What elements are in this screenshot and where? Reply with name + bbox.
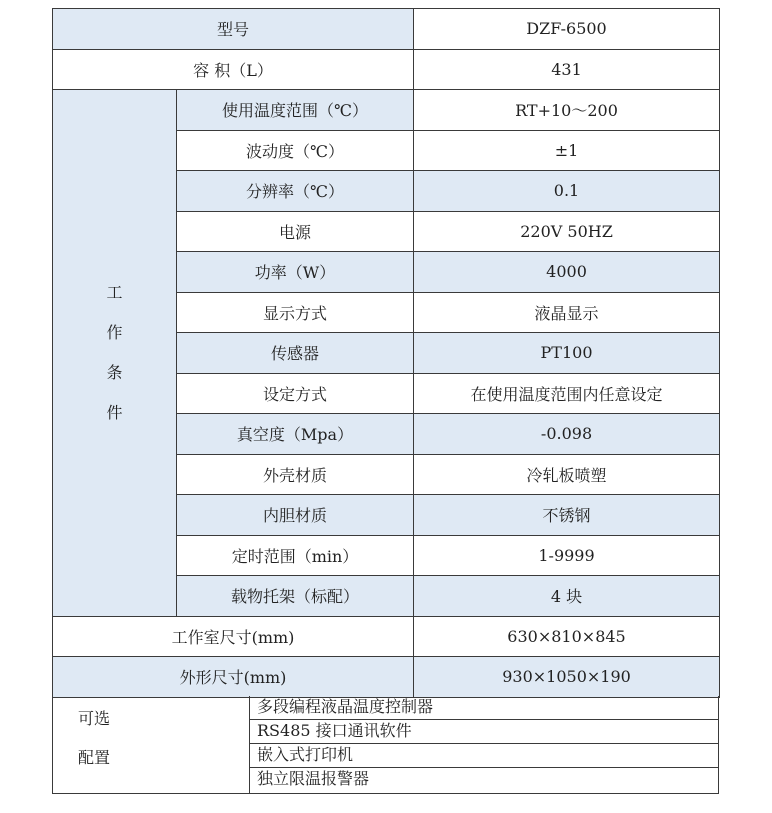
list-item: RS485 接口通讯软件 (250, 720, 719, 744)
outer-size-row (53, 657, 720, 698)
group-char: 件 (106, 402, 123, 422)
row-value: 不锈钢 (414, 495, 720, 536)
row-label: 电源 (177, 211, 414, 252)
group-char: 工 (106, 282, 123, 302)
row-value: PT100 (414, 333, 720, 374)
row-value: -0.098 (414, 414, 720, 455)
model-label: 型号 (53, 9, 414, 50)
row-label: 外壳材质 (177, 454, 414, 495)
chamber-size-row (53, 616, 720, 657)
spec-table (52, 8, 720, 698)
row-value: 220V 50HZ (414, 211, 720, 252)
chamber-size-label: 工作室尺寸(mm) (53, 616, 414, 657)
row-value: ±1 (414, 130, 720, 171)
row-value: 冷轧板喷塑 (414, 454, 720, 495)
row-label: 定时范围（min） (177, 535, 414, 576)
group-char: 条 (106, 362, 123, 382)
options-label-line1: 可选 (78, 709, 111, 728)
capacity-label: 容 积（L） (53, 49, 414, 90)
row-label: 功率（W） (177, 252, 414, 293)
options-label-line2: 配置 (78, 748, 111, 767)
row-value: 液晶显示 (414, 292, 720, 333)
group-char: 作 (106, 322, 123, 342)
model-value: DZF-6500 (414, 9, 720, 50)
row-label: 载物托架（标配） (177, 576, 414, 617)
model-row (53, 9, 720, 50)
row-value: 4 块 (414, 576, 720, 617)
row-value: 4000 (414, 252, 720, 293)
row-label: 分辨率（℃） (177, 171, 414, 212)
table-row (53, 90, 720, 131)
work-conditions-label (53, 90, 177, 617)
row-value: RT+10～200 (414, 90, 720, 131)
chamber-size-value: 630×810×845 (414, 616, 720, 657)
row-label: 传感器 (177, 333, 414, 374)
options-list (249, 696, 719, 793)
row-value: 0.1 (414, 171, 720, 212)
options-label (53, 696, 249, 793)
list-item: 独立限温报警器 (257, 769, 370, 788)
row-label: 显示方式 (177, 292, 414, 333)
options-section (52, 696, 719, 794)
row-label: 使用温度范围（℃） (177, 90, 414, 131)
row-label: 真空度（Mpa） (177, 414, 414, 455)
capacity-row (53, 49, 720, 90)
list-item: 嵌入式打印机 (250, 744, 719, 768)
row-value: 1-9999 (414, 535, 720, 576)
outer-size-label: 外形尺寸(mm) (53, 657, 414, 698)
row-label: 波动度（℃） (177, 130, 414, 171)
capacity-value: 431 (414, 49, 720, 90)
row-label: 内胆材质 (177, 495, 414, 536)
list-item: 多段编程液晶温度控制器 (250, 696, 719, 720)
row-value: 在使用温度范围内任意设定 (414, 373, 720, 414)
row-label: 设定方式 (177, 373, 414, 414)
outer-size-value: 930×1050×190 (414, 657, 720, 698)
